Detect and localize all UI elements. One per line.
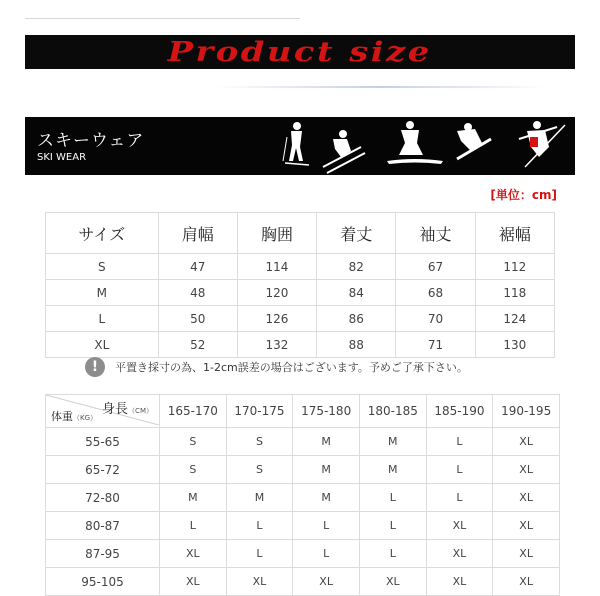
size-cell: XL [293, 568, 360, 596]
size-cell: L [226, 512, 293, 540]
table-row [46, 540, 560, 568]
table-row [46, 306, 555, 332]
table-cell: 126 [237, 306, 316, 332]
ski-wear-banner [25, 117, 575, 175]
size-cell: XL [426, 512, 493, 540]
note-text: 平置き採寸の為、1-2cm誤差の場合はございます。予めご了承下さい。 [115, 361, 468, 374]
size-table [45, 212, 555, 358]
size-cell: M [293, 428, 360, 456]
header-hem: 裾幅 [475, 213, 554, 254]
size-cell: M [160, 484, 227, 512]
measurement-note [85, 357, 468, 377]
unit-label: [単位：cm] [490, 188, 557, 202]
height-range-header: 175-180 [293, 395, 360, 428]
weight-range-cell: 80-87 [46, 512, 160, 540]
banner-title: Product size [167, 36, 433, 68]
size-cell: L [293, 540, 360, 568]
height-range-header: 190-195 [493, 395, 560, 428]
size-fit-table [45, 394, 560, 596]
table-cell: 47 [158, 254, 237, 280]
table-cell: 48 [158, 280, 237, 306]
header-size: サイズ [46, 213, 159, 254]
size-cell: XL [493, 456, 560, 484]
table-row [46, 512, 560, 540]
table-cell: 112 [475, 254, 554, 280]
table-cell: 52 [158, 332, 237, 358]
size-cell: XL [359, 568, 426, 596]
weight-range-cell: 87-95 [46, 540, 160, 568]
table-cell: 84 [317, 280, 396, 306]
size-cell: XL [493, 568, 560, 596]
size-cell: L [293, 512, 360, 540]
size-cell: M [359, 456, 426, 484]
table-cell: 50 [158, 306, 237, 332]
height-axis-label [102, 398, 153, 417]
size-cell: L [359, 540, 426, 568]
table-cell: 118 [475, 280, 554, 306]
fit-table-corner [46, 395, 160, 428]
size-cell: L [359, 484, 426, 512]
height-range-header: 165-170 [160, 395, 227, 428]
weight-unit: （KG） [73, 414, 98, 422]
table-row [46, 254, 555, 280]
height-unit: （CM） [128, 407, 153, 415]
table-cell: 124 [475, 306, 554, 332]
table-row [46, 280, 555, 306]
weight-label: 体重 [51, 410, 73, 423]
height-range-header: 170-175 [226, 395, 293, 428]
weight-range-cell: 95-105 [46, 568, 160, 596]
height-range-header: 185-190 [426, 395, 493, 428]
size-cell: L [426, 484, 493, 512]
size-cell: L [426, 456, 493, 484]
table-row [46, 428, 560, 456]
size-cell: L [160, 512, 227, 540]
height-range-header: 180-185 [359, 395, 426, 428]
table-row [46, 456, 560, 484]
fit-table-header-row [46, 395, 560, 428]
ski-wear-subtitle: SKI WEAR [37, 152, 87, 163]
size-cell: S [226, 456, 293, 484]
height-label: 身長 [102, 402, 129, 417]
size-cell: L [226, 540, 293, 568]
table-cell: 130 [475, 332, 554, 358]
size-cell: XL [160, 540, 227, 568]
table-row [46, 332, 555, 358]
header-length: 着丈 [317, 213, 396, 254]
size-cell: S [160, 428, 227, 456]
size-cell: M [359, 428, 426, 456]
table-cell: XL [46, 332, 159, 358]
weight-axis-label [51, 408, 97, 424]
weight-range-cell: 55-65 [46, 428, 160, 456]
header-sleeve: 袖丈 [396, 213, 475, 254]
table-cell: 114 [237, 254, 316, 280]
table-cell: 120 [237, 280, 316, 306]
table-cell: 68 [396, 280, 475, 306]
size-cell: XL [493, 484, 560, 512]
header-shoulder: 肩幅 [158, 213, 237, 254]
table-cell: 88 [317, 332, 396, 358]
banner-underline [215, 86, 545, 88]
size-cell: M [293, 484, 360, 512]
size-cell: XL [160, 568, 227, 596]
size-cell: XL [493, 540, 560, 568]
size-cell: XL [493, 428, 560, 456]
weight-range-cell: 65-72 [46, 456, 160, 484]
size-cell: L [359, 512, 426, 540]
product-size-banner [25, 35, 575, 69]
top-divider [25, 18, 300, 19]
table-cell: 67 [396, 254, 475, 280]
size-cell: XL [226, 568, 293, 596]
table-cell: 82 [317, 254, 396, 280]
skier-silhouettes-illustration [275, 117, 575, 175]
table-cell: 132 [237, 332, 316, 358]
size-cell: M [293, 456, 360, 484]
table-cell: M [46, 280, 159, 306]
header-chest: 胸囲 [237, 213, 316, 254]
size-cell: S [160, 456, 227, 484]
size-cell: XL [426, 540, 493, 568]
table-cell: 70 [396, 306, 475, 332]
size-cell: XL [493, 512, 560, 540]
table-cell: 71 [396, 332, 475, 358]
size-cell: S [226, 428, 293, 456]
weight-range-cell: 72-80 [46, 484, 160, 512]
size-table-header-row [46, 213, 555, 254]
table-cell: L [46, 306, 159, 332]
ski-wear-title: スキーウェア [37, 131, 145, 151]
size-cell: M [226, 484, 293, 512]
size-cell: L [426, 428, 493, 456]
table-row [46, 484, 560, 512]
exclamation-icon: ! [85, 357, 105, 377]
table-row [46, 568, 560, 596]
table-cell: 86 [317, 306, 396, 332]
size-cell: XL [426, 568, 493, 596]
table-cell: S [46, 254, 159, 280]
